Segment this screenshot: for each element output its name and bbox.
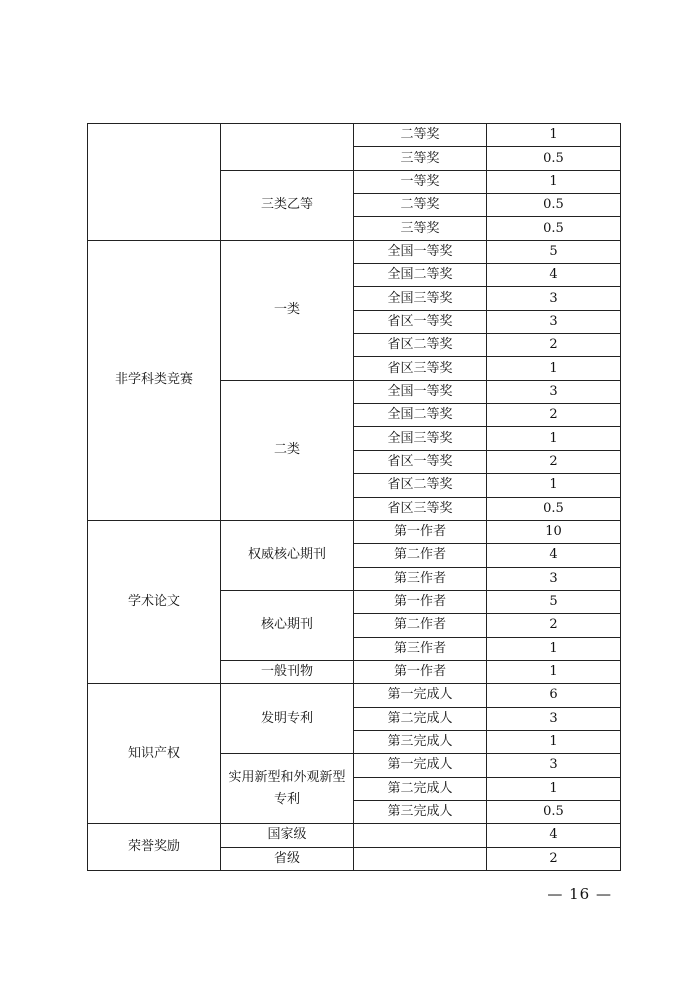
subcategory-cell: 省级 [221,847,354,870]
level-cell: 第三完成人 [354,730,487,753]
level-cell: 省区一等奖 [354,310,487,333]
subcategory-cell: 三类乙等 [221,170,354,240]
score-cell: 2 [487,334,621,357]
level-cell: 省区三等奖 [354,357,487,380]
score-cell: 1 [487,170,621,193]
score-cell: 1 [487,730,621,753]
level-cell: 全国二等奖 [354,264,487,287]
level-cell: 第三作者 [354,637,487,660]
level-cell: 第二作者 [354,544,487,567]
table-row [88,684,621,707]
table-row [88,240,621,263]
level-cell: 全国一等奖 [354,380,487,403]
level-cell: 全国一等奖 [354,240,487,263]
subcategory-cell: 权威核心期刊 [221,520,354,590]
level-cell: 二等奖 [354,194,487,217]
score-cell: 0.5 [487,217,621,240]
level-cell: 第三作者 [354,567,487,590]
score-cell: 3 [487,380,621,403]
score-cell: 2 [487,614,621,637]
score-cell: 2 [487,847,621,870]
score-cell: 10 [487,520,621,543]
subcategory-cell: 国家级 [221,824,354,847]
score-cell: 1 [487,427,621,450]
subcategory-cell: 二类 [221,380,354,520]
score-cell: 1 [487,637,621,660]
score-cell: 0.5 [487,497,621,520]
level-cell: 一等奖 [354,170,487,193]
level-cell: 第三完成人 [354,800,487,823]
subcategory-cell: 核心期刊 [221,590,354,660]
level-cell: 省区一等奖 [354,450,487,473]
score-cell: 4 [487,264,621,287]
score-cell: 1 [487,777,621,800]
level-cell: 第一作者 [354,660,487,683]
level-cell [354,824,487,847]
score-cell: 2 [487,404,621,427]
score-cell: 2 [487,450,621,473]
level-cell: 三等奖 [354,217,487,240]
score-cell: 3 [487,707,621,730]
category-cell: 知识产权 [88,684,221,824]
score-cell: 1 [487,357,621,380]
score-cell: 3 [487,310,621,333]
level-cell: 第一完成人 [354,684,487,707]
level-cell: 第一作者 [354,520,487,543]
level-cell: 第一完成人 [354,754,487,777]
score-cell: 3 [487,754,621,777]
table-row [88,520,621,543]
score-cell: 0.5 [487,147,621,170]
subcategory-cell [221,124,354,171]
score-cell: 4 [487,824,621,847]
table-row [88,124,621,147]
level-cell: 全国三等奖 [354,287,487,310]
level-cell: 省区三等奖 [354,497,487,520]
table-row [88,824,621,847]
level-cell: 全国三等奖 [354,427,487,450]
subcategory-cell: 一类 [221,240,354,380]
level-cell: 第二完成人 [354,777,487,800]
category-cell: 学术论文 [88,520,221,683]
score-table [87,123,621,871]
score-cell: 4 [487,544,621,567]
score-cell: 1 [487,474,621,497]
score-cell: 0.5 [487,194,621,217]
score-cell: 1 [487,124,621,147]
category-cell [88,124,221,241]
level-cell: 全国二等奖 [354,404,487,427]
category-cell: 荣誉奖励 [88,824,221,871]
subcategory-cell: 一般刊物 [221,660,354,683]
score-cell: 5 [487,590,621,613]
level-cell [354,847,487,870]
level-cell: 第二作者 [354,614,487,637]
category-cell: 非学科类竞赛 [88,240,221,520]
score-cell: 3 [487,287,621,310]
score-cell: 3 [487,567,621,590]
score-cell: 6 [487,684,621,707]
level-cell: 省区二等奖 [354,334,487,357]
level-cell: 三等奖 [354,147,487,170]
level-cell: 第一作者 [354,590,487,613]
subcategory-cell: 实用新型和外观新型专利 [221,754,354,824]
level-cell: 第二完成人 [354,707,487,730]
level-cell: 二等奖 [354,124,487,147]
score-cell: 5 [487,240,621,263]
score-cell: 1 [487,660,621,683]
subcategory-cell: 发明专利 [221,684,354,754]
page-number: — 16 — [547,885,612,903]
level-cell: 省区二等奖 [354,474,487,497]
score-cell: 0.5 [487,800,621,823]
